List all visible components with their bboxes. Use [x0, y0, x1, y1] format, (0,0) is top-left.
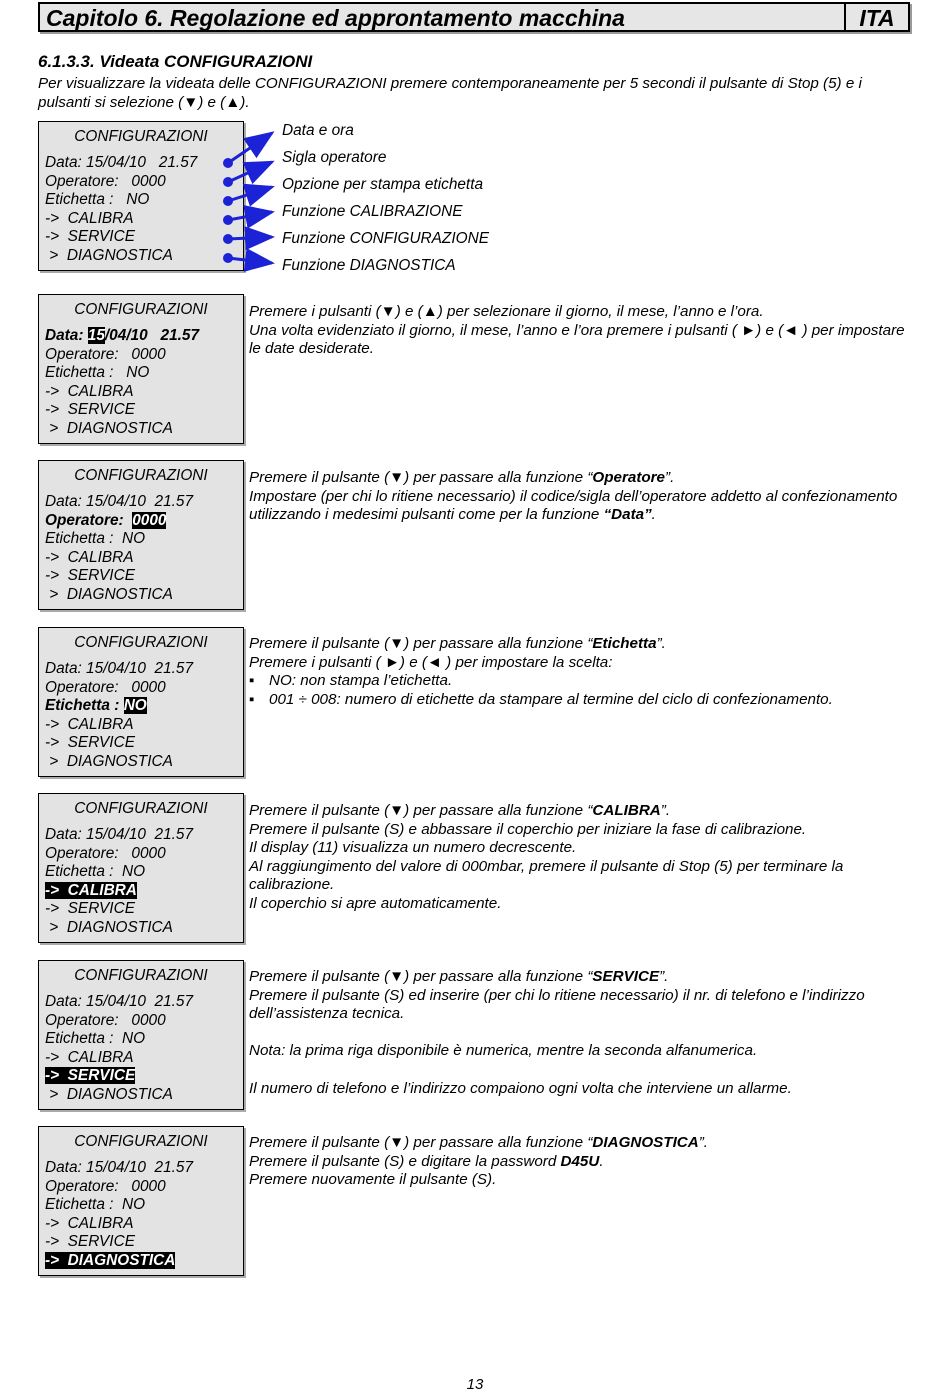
desc-line: Il display (11) visualizza un numero decrescente.	[249, 839, 577, 857]
row-calibra: -> CALIBRA	[45, 382, 134, 400]
desc-text: Premere il pulsante (▼) per passare alla funzione “	[249, 968, 593, 985]
row-etichetta: Etichetta : NO	[45, 1196, 146, 1214]
arrow-service	[228, 237, 272, 239]
row-service: -> SERVICE	[45, 401, 135, 419]
display-panel-diagnostica	[38, 1126, 244, 1276]
desc-line	[249, 1153, 914, 1172]
desc-line: Premere il pulsante (S) e abbassare il coperchio per iniziare la fase di calibrazione.	[249, 820, 807, 838]
row-calibra: -> CALIBRA	[45, 209, 134, 227]
row-data: Data: 15/04/10 21.57	[45, 993, 194, 1010]
desc-line: Il numero di telefono e l’indirizzo compaiono ogni volta che interviene un allarme.	[249, 1079, 792, 1097]
data-rest: /04/10 21.57	[104, 327, 200, 344]
desc-line	[249, 469, 914, 488]
row-diagnostica	[45, 1252, 193, 1271]
description-data	[249, 303, 914, 359]
data-selected-value: 15	[87, 327, 105, 344]
desc-keyword: “Data”	[603, 506, 652, 524]
row-service: -> SERVICE	[45, 1233, 135, 1251]
bullet-item: ▪ NO: non stampa l’etichetta.	[249, 672, 914, 691]
legend-stampa-etichetta: Opzione per stampa etichetta	[282, 176, 484, 193]
row-calibra	[45, 882, 193, 901]
desc-text: Premere il pulsante (▼) per passare alla funzione “	[249, 1134, 593, 1151]
row-etichetta: Etichetta : NO	[45, 530, 146, 548]
legend-arrows	[0, 0, 950, 300]
row-operatore: Operatore: 0000	[45, 1011, 166, 1029]
row-operatore: Operatore: 0000	[45, 172, 166, 190]
desc-text: ”.	[660, 802, 671, 819]
row-service: -> SERVICE	[45, 567, 135, 585]
display-panel-service	[38, 960, 244, 1110]
operatore-label: Operatore:	[45, 511, 133, 529]
desc-keyword: Etichetta	[592, 635, 657, 652]
row-diagnostica: > DIAGNOSTICA	[45, 1085, 173, 1103]
legend-calibrazione: Funzione CALIBRAZIONE	[282, 203, 463, 220]
desc-text: Premere il pulsante (▼) per passare alla funzione “	[249, 469, 593, 486]
desc-text: ”.	[656, 635, 666, 652]
arrow-diagnostica	[228, 258, 272, 263]
arrow-dot	[225, 179, 232, 186]
row-operatore: Operatore: 0000	[45, 1177, 166, 1195]
desc-text: .	[651, 506, 656, 524]
desc-line	[249, 488, 914, 525]
service-selected: -> SERVICE	[45, 1067, 136, 1085]
desc-keyword: Operatore	[592, 469, 666, 486]
row-service: -> SERVICE	[45, 228, 135, 246]
row-data: Data: 15/04/10 21.57	[45, 493, 194, 510]
row-diagnostica: > DIAGNOSTICA	[45, 585, 173, 603]
panel-header: CONFIGURAZIONI	[74, 1133, 208, 1150]
row-data: Data: 15/04/10 21.57	[45, 826, 194, 843]
desc-line	[249, 968, 914, 987]
row-data: Data: 15/04/10 21.57	[45, 660, 194, 677]
diagnostica-selected: -> DIAGNOSTICA	[45, 1251, 176, 1269]
legend-data-ora: Data e ora	[282, 122, 354, 139]
arrow-etichetta	[228, 187, 272, 201]
arrow-dot	[225, 236, 232, 243]
legend-sigla-operatore: Sigla operatore	[282, 149, 387, 166]
language-tag: ITA	[844, 4, 908, 30]
panel-header: CONFIGURAZIONI	[74, 634, 208, 651]
page-number: 13	[466, 1376, 484, 1393]
etichetta-label: Etichetta :	[45, 697, 124, 715]
row-calibra: -> CALIBRA	[45, 548, 134, 566]
desc-text: Impostare (per chi lo ritiene necessario) il codice/sigla dell’operatore addetto al confezionamento utilizzando i medesimi pulsanti come per la funzione	[249, 487, 898, 524]
row-data	[45, 327, 199, 346]
row-operatore: Operatore: 0000	[45, 678, 166, 696]
desc-line	[249, 802, 914, 821]
desc-text: ”.	[665, 469, 675, 486]
desc-line	[249, 1134, 914, 1153]
operatore-selected-value: 0000	[132, 511, 167, 529]
panel-header: CONFIGURAZIONI	[74, 128, 208, 145]
spacer	[249, 1061, 914, 1080]
etichetta-selected-value: NO	[123, 697, 147, 715]
row-diagnostica: > DIAGNOSTICA	[45, 752, 173, 770]
arrow-dot	[225, 217, 232, 224]
row-service: -> SERVICE	[45, 734, 135, 752]
description-diagnostica	[249, 1134, 914, 1190]
section-title: 6.1.3.3. Videata CONFIGURAZIONI	[38, 52, 313, 71]
row-etichetta: Etichetta : NO	[45, 191, 150, 209]
chapter-title: Capitolo 6. Regolazione ed approntamento macchina	[46, 5, 625, 31]
row-service	[45, 1067, 193, 1086]
data-label: Data:	[45, 327, 88, 344]
row-calibra: -> CALIBRA	[45, 1048, 134, 1066]
row-diagnostica: > DIAGNOSTICA	[45, 246, 173, 264]
bullet-item: ▪ 001 ÷ 008: numero di etichette da stampare al termine del ciclo di confezionamento.	[249, 691, 914, 710]
legend-configurazione: Funzione CONFIGURAZIONE	[282, 230, 489, 247]
panel-header: CONFIGURAZIONI	[74, 967, 208, 984]
description-service	[249, 968, 914, 1098]
display-panel-etichetta	[38, 627, 244, 777]
row-operatore: Operatore: 0000	[45, 345, 166, 363]
desc-text: ”.	[659, 968, 669, 985]
arrow-data	[228, 133, 272, 163]
row-service: -> SERVICE	[45, 900, 135, 918]
row-calibra: -> CALIBRA	[45, 715, 134, 733]
row-data: Data: 15/04/10 21.57	[45, 154, 198, 171]
display-panel-operatore	[38, 460, 244, 610]
row-etichetta: Etichetta : NO	[45, 863, 146, 881]
desc-line: Il coperchio si apre automaticamente.	[249, 894, 502, 912]
description-calibra	[249, 802, 914, 914]
panel-header: CONFIGURAZIONI	[74, 800, 208, 817]
row-data: Data: 15/04/10 21.57	[45, 1159, 194, 1176]
desc-text: .	[599, 1152, 604, 1170]
legend-diagnostica: Funzione DIAGNOSTICA	[282, 257, 456, 274]
display-panel-data	[38, 294, 244, 444]
desc-line	[249, 635, 914, 654]
row-diagnostica: > DIAGNOSTICA	[45, 918, 173, 936]
arrow-dot	[225, 255, 232, 262]
row-diagnostica: > DIAGNOSTICA	[45, 419, 173, 437]
row-operatore	[45, 512, 193, 531]
desc-text: ”.	[698, 1134, 709, 1151]
row-operatore: Operatore: 0000	[45, 844, 166, 862]
desc-line: Premere i pulsanti (▼) e (▲) per selezionare il giorno, il mese, l’anno e l’ora.	[249, 303, 764, 320]
arrow-dot	[225, 198, 232, 205]
intro-paragraph: Per visualizzare la videata delle CONFIGURAZIONI premere contemporaneamente per 5 secondi il pulsante di Stop (5) e i pulsanti si selezione (▼) e (▲).	[38, 75, 862, 111]
panel-header: CONFIGURAZIONI	[74, 467, 208, 484]
spacer	[249, 1024, 914, 1043]
row-etichetta: Etichetta : NO	[45, 364, 150, 382]
desc-keyword: DIAGNOSTICA	[592, 1134, 699, 1151]
description-operatore	[249, 469, 914, 525]
desc-line: Premere i pulsanti ( ►) e (◄ ) per impostare la scelta:	[249, 653, 613, 671]
desc-line: Al raggiungimento del valore di 000mbar, premere il pulsante di Stop (5) per terminare la calibrazione.	[249, 857, 844, 894]
desc-text: Premere il pulsante (S) e digitare la password	[249, 1152, 561, 1170]
desc-line: Una volta evidenziato il giorno, il mese, l’anno e l’ora premere i pulsanti ( ►) e (◄ ) per impostare le date desiderate.	[249, 321, 905, 358]
calibra-selected: -> CALIBRA	[45, 881, 137, 899]
desc-line: Premere il pulsante (S) ed inserire (per chi lo ritiene necessario) il nr. di telefono e l’indirizzo dell’assistenza tecnica.	[249, 986, 865, 1023]
desc-keyword: CALIBRA	[592, 802, 661, 819]
desc-text: Premere il pulsante (▼) per passare alla funzione “	[249, 635, 593, 652]
description-etichetta	[249, 635, 914, 709]
display-panel-calibra	[38, 793, 244, 943]
password-text: D45U	[560, 1152, 600, 1170]
row-etichetta: Etichetta : NO	[45, 1030, 146, 1048]
panel-header: CONFIGURAZIONI	[74, 301, 208, 318]
desc-line: Nota: la prima riga disponibile è numerica, mentre la seconda alfanumerica.	[249, 1042, 758, 1060]
desc-keyword: SERVICE	[592, 968, 660, 985]
arrow-operatore	[228, 162, 272, 182]
arrow-calibra	[228, 212, 272, 220]
row-calibra: -> CALIBRA	[45, 1214, 134, 1232]
desc-line: Premere nuovamente il pulsante (S).	[249, 1171, 497, 1189]
row-etichetta	[45, 697, 193, 716]
desc-text: Premere il pulsante (▼) per passare alla funzione “	[249, 802, 593, 819]
arrow-dot	[225, 160, 232, 167]
